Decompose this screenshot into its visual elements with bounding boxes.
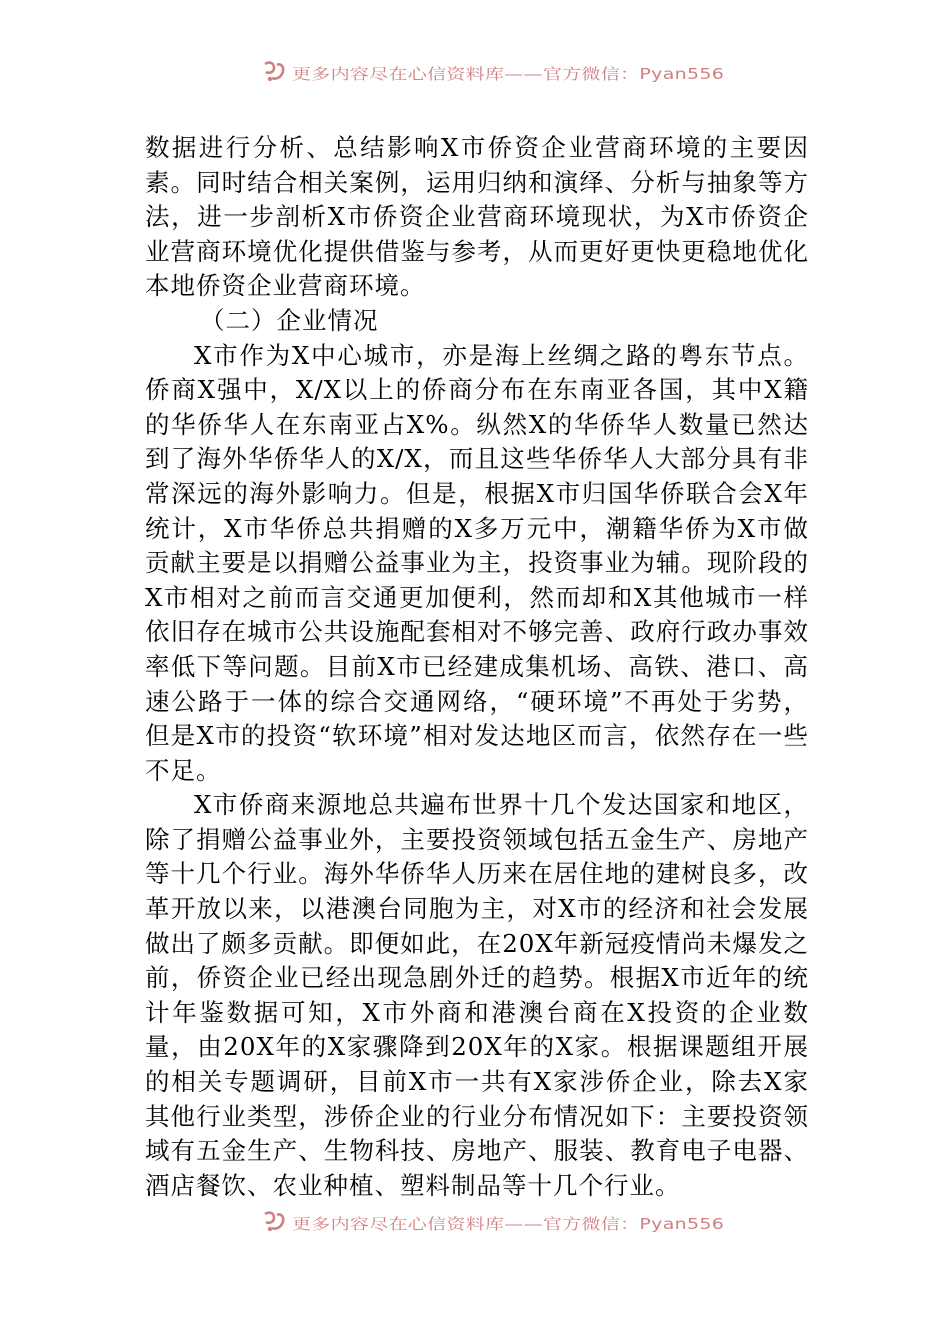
watermark-text: 更多内容尽在心信资料库——官方微信：Pyan556 [292,1215,725,1233]
paragraph: 数据进行分析、总结影响X市侨资企业营商环境的主要因素。同时结合相关案例，运用归纳和演绎、分析与抽象等方法，进一步剖析X市侨资企业营商环境现状，为X市侨资企业营商环境优化提供借鉴与参考，从而更好更快更稳地优化本地侨资企业营商环境。 [145,133,809,301]
paragraph: X市作为X中心城市，亦是海上丝绸之路的粤东节点。侨商X强中，X/X以上的侨商分布在东南亚各国，其中X籍的华侨华人在东南亚占X%。纵然X的华侨华人数量已然达到了海外华侨华人的X/X，而且这些华侨华人大部分具有非常深远的海外影响力。但是，根据X市归国华侨联合会X年统计，X市华侨总共捐赠的X多万元中，潮籍华侨为X市做贡献主要是以捐赠公益事业为主，投资事业为辅。现阶段的X市相对之前而言交通更加便利，然而却和X其他城市一样依旧存在城市公共设施配套相对不够完善、政府行政办事效率低下等问题。目前X市已经建成集机场、高铁、港口、高速公路于一体的综合交通网络，“硬环境”不再处于劣势，但是X市的投资“软环境”相对发达地区而言，依然存在一些不足。 [145,340,809,785]
header-watermark [262,56,742,86]
watermark-text: 更多内容尽在心信资料库——官方微信：Pyan556 [292,65,725,83]
paragraph: X市侨商来源地总共遍布世界十几个发达国家和地区，除了捐赠公益事业外，主要投资领域包括五金生产、房地产等十几个行业。海外华侨华人历来在居住地的建树良多，改革开放以来，以港澳台同胞为主，对X市的经济和社会发展做出了颇多贡献。即便如此，在20X年新冠疫情尚未爆发之前，侨资企业已经出现急剧外迁的趋势。根据X市近年的统计年鉴数据可知，X市外商和港澳台商在X投资的企业数量，由20X年的X家骤降到20X年的X家。根据课题组开展的相关专题调研，目前X市一共有X家涉侨企业，除去X家其他行业类型，涉侨企业的行业分布情况如下：主要投资领域有五金生产、生物科技、房地产、服装、教育电子电器、酒店餐饮、农业种植、塑料制品等十几个行业。 [145,790,809,1200]
footer-watermark [262,1206,742,1236]
watermark-logo-icon [262,1208,288,1234]
document-body [145,131,809,1203]
section-heading: （二）企业情况 [200,305,379,335]
watermark-logo-icon [262,58,288,84]
